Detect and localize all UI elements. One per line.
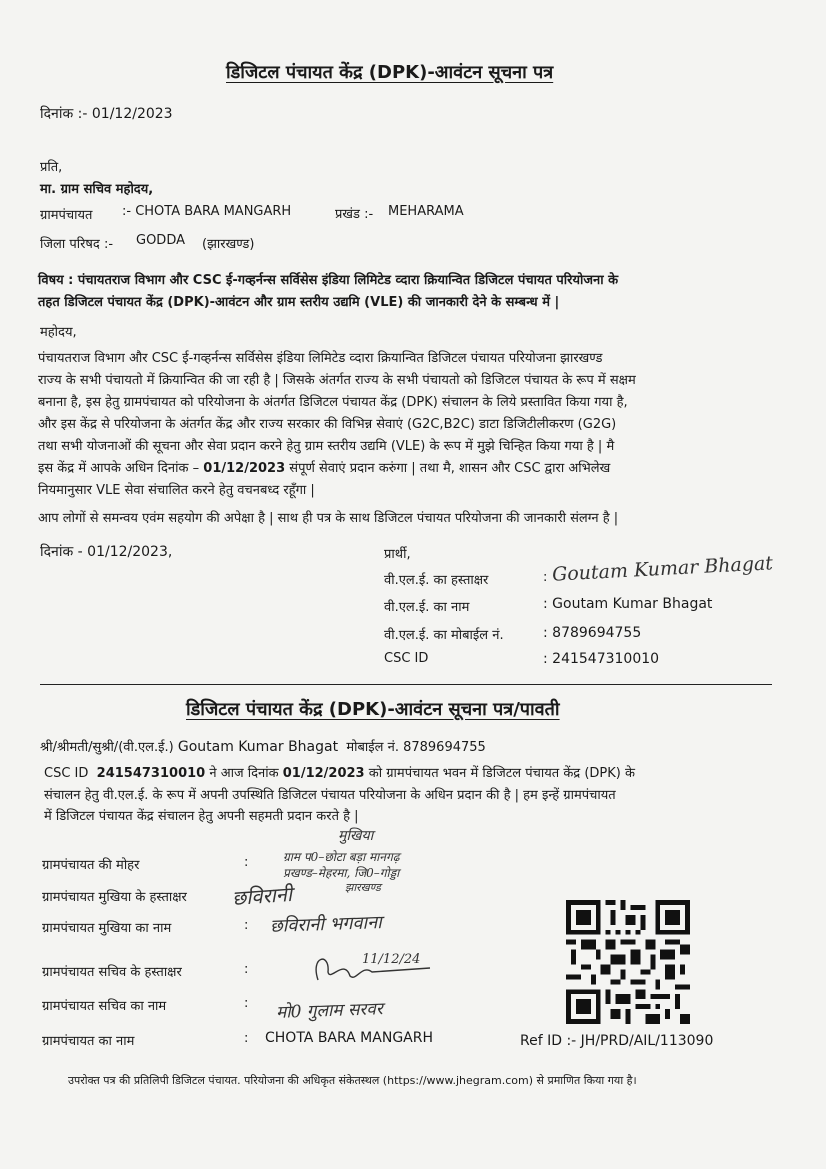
gp-name-label: ग्रामपंचायत का नाम — [42, 1034, 135, 1049]
district-label: जिला परिषद :- — [40, 237, 114, 252]
subject-line-2: तहत डिजिटल पंचायत केंद्र (DPK)-आवंटन और ग्राम स्तरीय उद्यमि (VLE) की जानकारी देने के सम्बन्ध में | — [38, 295, 560, 310]
head-name-label: ग्रामपंचायत मुखिया का नाम — [42, 921, 172, 936]
gp-value: :- CHOTA BARA MANGARH — [122, 204, 292, 219]
body-closing: आप लोगों से समन्वय एवंम सहयोग की अपेक्षा है | साथ ही पत्र के साथ डिजिटल पंचायत परियोजना की जानकारी संलग्न है | — [38, 511, 619, 526]
body-line-6-date: 01/12/2023 — [203, 461, 286, 476]
addressee-designation: मा. ग्राम सचिव महोदय, — [40, 182, 154, 197]
secretary-sign-date: 11/12/24 — [362, 952, 421, 967]
secretary-sign-label: ग्रामपंचायत सचिव के हस्ताक्षर — [42, 965, 182, 980]
secretary-name-handwritten: मो0 गुलाम सरवर — [275, 999, 384, 1023]
gp-name-value: CHOTA BARA MANGARH — [265, 1030, 433, 1046]
receipt-title: डिजिटल पंचायत केंद्र (DPK)-आवंटन सूचना पत्र/पावती — [186, 699, 560, 720]
gp-label: ग्रामपंचायत — [40, 208, 93, 223]
receipt-vle-name: Goutam Kumar Bhagat — [177, 739, 339, 755]
body-line-6-end: संपूर्ण सेवाएं प्रदान करुंगा | तथा मै, शासन और CSC द्वारा अभिलेख — [289, 461, 611, 476]
secretary-name-label: ग्रामपंचायत सचिव का नाम — [42, 999, 167, 1014]
body-line-6 — [38, 458, 610, 476]
vle-name-value: : Goutam Kumar Bhagat — [543, 596, 713, 612]
receipt-line-2: संचालन हेतु वी.एल.ई. के रूप में अपनी उपस्थिति डिजिटल पंचायत परियोजना के अधिन प्रदान की है | हम इन्हें ग्रामपंचायत — [44, 788, 616, 803]
ref-id: Ref ID :- JH/PRD/AIL/113090 — [520, 1033, 714, 1049]
salutation: महोदय, — [40, 325, 77, 340]
receipt-vle-line — [40, 737, 486, 755]
vle-mobile-label: वी.एल.ई. का मोबाईल नं. — [384, 628, 504, 643]
district-value: GODDA — [136, 233, 185, 248]
body-line-5: तथा सभी योजनाओं की सूचना और सेवा प्रदान करने हेतु ग्राम स्तरीय उद्यमि (VLE) के रूप में मुझे चिन्हित किया गया है | मै — [38, 439, 615, 454]
head-name-handwritten: छविरानी भगवाना — [269, 912, 383, 937]
seal-label: ग्रामपंचायत की मोहर — [42, 858, 140, 873]
letter-title: डिजिटल पंचायत केंद्र (DPK)-आवंटन सूचना पत्र — [226, 62, 554, 83]
vle-signature: Goutam Kumar Bhagat — [551, 552, 774, 586]
receipt-line-1 — [44, 763, 635, 781]
stamp-line-3: झारखण्ड — [345, 881, 381, 894]
secretary-name-colon: : — [244, 996, 249, 1011]
receipt-mid: ने आज दिनांक — [209, 766, 279, 781]
gp-name-colon: : — [244, 1031, 249, 1046]
head-sign-label: ग्रामपंचायत मुखिया के हस्ताक्षर — [42, 890, 187, 905]
stamp-line-1: ग्राम प0–छोटा बड़ा मानगढ़ — [283, 850, 400, 864]
letter-date: दिनांक :- 01/12/2023 — [40, 106, 173, 122]
vle-name-label: वी.एल.ई. का नाम — [384, 600, 470, 615]
footer-note: उपरोक्त पत्र की प्रतिलिपी डिजिटल पंचायत. परियोजना की अधिकृत संकेतस्थल (https://www.jhegram.com) से प्रमाणित किया गया है। — [68, 1074, 637, 1087]
prarthi-label: प्रार्थी, — [384, 547, 411, 562]
body-line-2: राज्य के सभी पंचायतो में क्रियान्वित की जा रही है | जिसके अंतर्गत राज्य के सभी पंचायतो को डिजिटल पंचायत के रूप में सक्षम — [38, 373, 636, 388]
head-name-colon: : — [244, 918, 249, 933]
vle-sign-colon: : — [543, 570, 548, 585]
prati-label: प्रति, — [40, 160, 63, 175]
stamp-title: मुखिया — [338, 828, 374, 844]
receipt-rest: को ग्रामपंचायत भवन में डिजिटल पंचायत केंद्र (DPK) के — [368, 766, 635, 781]
section-divider — [40, 684, 772, 685]
csc-id-label: CSC ID — [384, 651, 429, 666]
receipt-vle-mobile: मोबाईल नं. 8789694755 — [346, 740, 486, 755]
body-line-3: बनाना है, इस हेतु ग्रामपंचायत को परियोजना के अंतर्गत डिजिटल पंचायत केंद्र (DPK) संचालन के लिये प्रस्तावित किया गया है, — [38, 395, 628, 410]
vle-mobile-value: : 8789694755 — [543, 625, 642, 641]
stamp-line-2: प्रखण्ड–मेहरमा, जि0–गोड्डा — [283, 866, 400, 880]
receipt-csc-id: 241547310010 — [96, 766, 206, 781]
seal-colon: : — [244, 855, 249, 870]
district-state: (झारखण्ड) — [202, 237, 255, 252]
receipt-line-3: में डिजिटल पंचायत केंद्र संचालन हेतु अपनी सहमती प्रदान करते है | — [44, 809, 359, 824]
qr-code — [566, 900, 690, 1024]
csc-id-value: : 241547310010 — [543, 651, 660, 667]
block-value: MEHARAMA — [388, 204, 464, 219]
head-signature: छविरानी — [231, 881, 293, 911]
receipt-csc-label: CSC ID — [44, 766, 89, 781]
body-line-4: और इस केंद्र से परियोजना के अंतर्गत केंद्र और राज्य सरकार की विभिन्न सेवाएं (G2C,B2C) डाटा डिजिटीलीकरण (G2G) — [38, 417, 617, 432]
block-label: प्रखंड :- — [335, 207, 374, 222]
receipt-date: 01/12/2023 — [282, 766, 365, 781]
subject-line-1: विषय : पंचायतराज विभाग और CSC ई-गव्हर्नन्स सर्विसेस इंडिया लिमिटेड व्दारा क्रियान्वित डिजिटल पंचायत परियोजना के — [38, 273, 619, 288]
body-line-6-start: इस केंद्र में आपके अधिन दिनांक – — [38, 461, 200, 476]
body-line-7: नियमानुसार VLE सेवा संचालित करने हेतु वचनबध्द रहूँगा | — [38, 483, 315, 498]
body-line-1: पंचायतराज विभाग और CSC ई-गव्हर्नन्स सर्विसेस इंडिया लिमिटेड व्दारा क्रियान्वित डिजिटल पंचायत परियोजना झारखण्ड — [38, 351, 603, 366]
receipt-vle-prefix: श्री/श्रीमती/सुश्री/(वी.एल.ई.) — [40, 740, 174, 755]
vle-sign-label: वी.एल.ई. का हस्ताक्षर — [384, 573, 489, 588]
secretary-sign-colon: : — [244, 962, 249, 977]
applicant-date: दिनांक - 01/12/2023, — [40, 544, 173, 560]
